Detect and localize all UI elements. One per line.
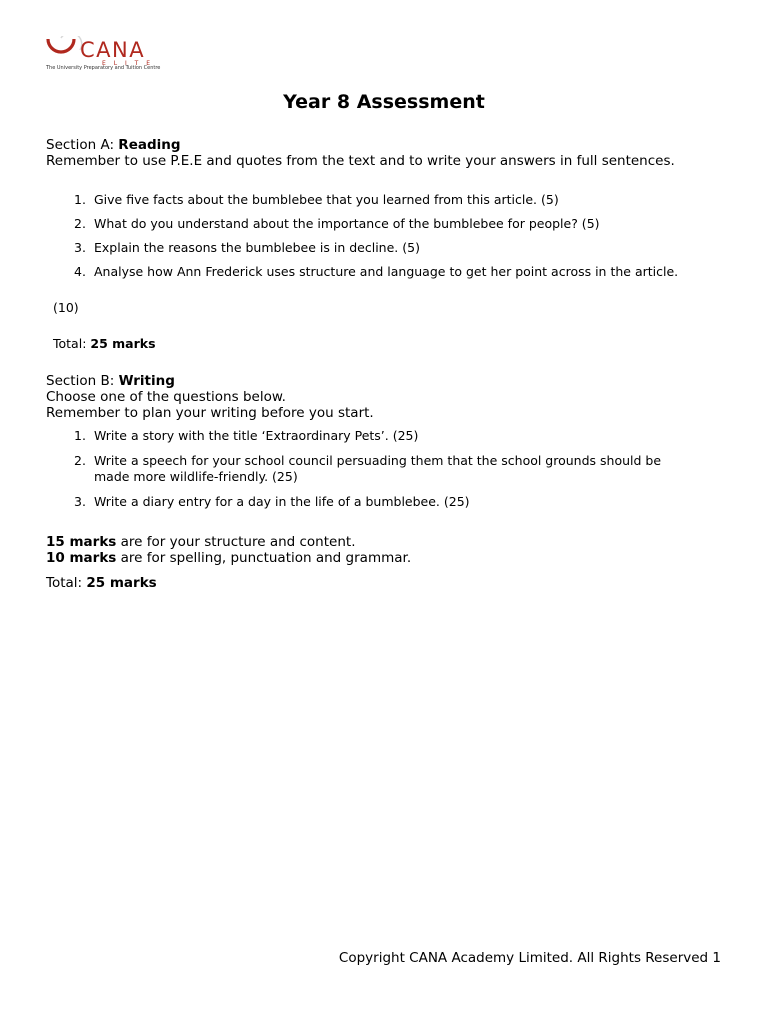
question-item xyxy=(74,192,694,208)
marks-line-structure xyxy=(46,534,726,550)
marks-1-value: 15 marks xyxy=(46,534,117,550)
section-b-total-label: Total: xyxy=(46,575,87,591)
page-title: Year 8 Assessment xyxy=(283,91,485,113)
section-b-heading xyxy=(46,373,726,389)
question-item xyxy=(74,216,694,232)
section-a-total-label: Total: xyxy=(53,336,91,351)
section-b-header xyxy=(46,373,726,421)
marks-1-text: are for your structure and content. xyxy=(116,534,356,550)
question-text: Write a story with the title ‘Extraordinary Pets’. (25) xyxy=(94,428,419,443)
logo-brand-text: CANA xyxy=(80,38,146,62)
section-b-instruction-1: Choose one of the questions below. xyxy=(46,389,286,405)
question-item xyxy=(74,428,694,444)
marks-2-value: 10 marks xyxy=(46,550,117,566)
question-number: 4. xyxy=(74,264,86,279)
section-a-total xyxy=(53,336,733,352)
section-a-instructions: Remember to use P.E.E and quotes from the text and to write your answers in full sentences. xyxy=(46,153,675,169)
section-a-total-value: 25 marks xyxy=(90,336,156,351)
question-item xyxy=(74,453,694,485)
question-text: Write a speech for your school council persuading them that the school grounds should be made more wildlife-friendly. (25) xyxy=(94,453,662,484)
section-a-name: Reading xyxy=(118,137,181,153)
logo-sub-text: E L I T E xyxy=(102,60,153,66)
section-b-questions xyxy=(74,428,694,510)
section-b-total xyxy=(46,575,726,591)
question-number: 1. xyxy=(74,428,86,443)
question-text: What do you understand about the importance of the bumblebee for people? (5) xyxy=(94,216,600,231)
logo-tagline: The University Preparatory and Tuition Centre xyxy=(46,65,161,71)
question-text: Write a diary entry for a day in the life of a bumblebee. (25) xyxy=(94,494,470,509)
question-number: 3. xyxy=(74,494,86,509)
question-number: 1. xyxy=(74,192,86,207)
section-b-instruction-2: Remember to plan your writing before you start. xyxy=(46,405,374,421)
question-number: 2. xyxy=(74,216,86,231)
question-item xyxy=(74,264,694,280)
marks-2-text: are for spelling, punctuation and grammar. xyxy=(116,550,412,566)
question-text: Analyse how Ann Frederick uses structure and language to get her point across in the article. xyxy=(94,264,679,279)
section-a-header xyxy=(46,137,726,169)
question-text: Give five facts about the bumblebee that you learned from this article. (5) xyxy=(94,192,559,207)
section-b-total-value: 25 marks xyxy=(86,575,157,591)
question-text: Explain the reasons the bumblebee is in decline. (5) xyxy=(94,240,420,255)
section-a-questions xyxy=(74,192,694,280)
question-number: 3. xyxy=(74,240,86,255)
marks-line-spag xyxy=(46,550,726,566)
section-a-prefix: Section A: xyxy=(46,137,119,153)
marks-breakdown xyxy=(46,534,726,566)
section-b-name: Writing xyxy=(118,373,175,389)
copyright-footer: Copyright CANA Academy Limited. All Rights Reserved 1 xyxy=(338,950,721,966)
question-item xyxy=(74,494,694,510)
cana-logo xyxy=(46,36,168,76)
question-item xyxy=(74,240,694,256)
section-a-heading xyxy=(46,137,726,153)
question-number: 2. xyxy=(74,453,86,468)
cana-logo-mark xyxy=(46,36,168,66)
section-b-prefix: Section B: xyxy=(46,373,119,389)
question-4-marks: (10) xyxy=(53,300,79,315)
